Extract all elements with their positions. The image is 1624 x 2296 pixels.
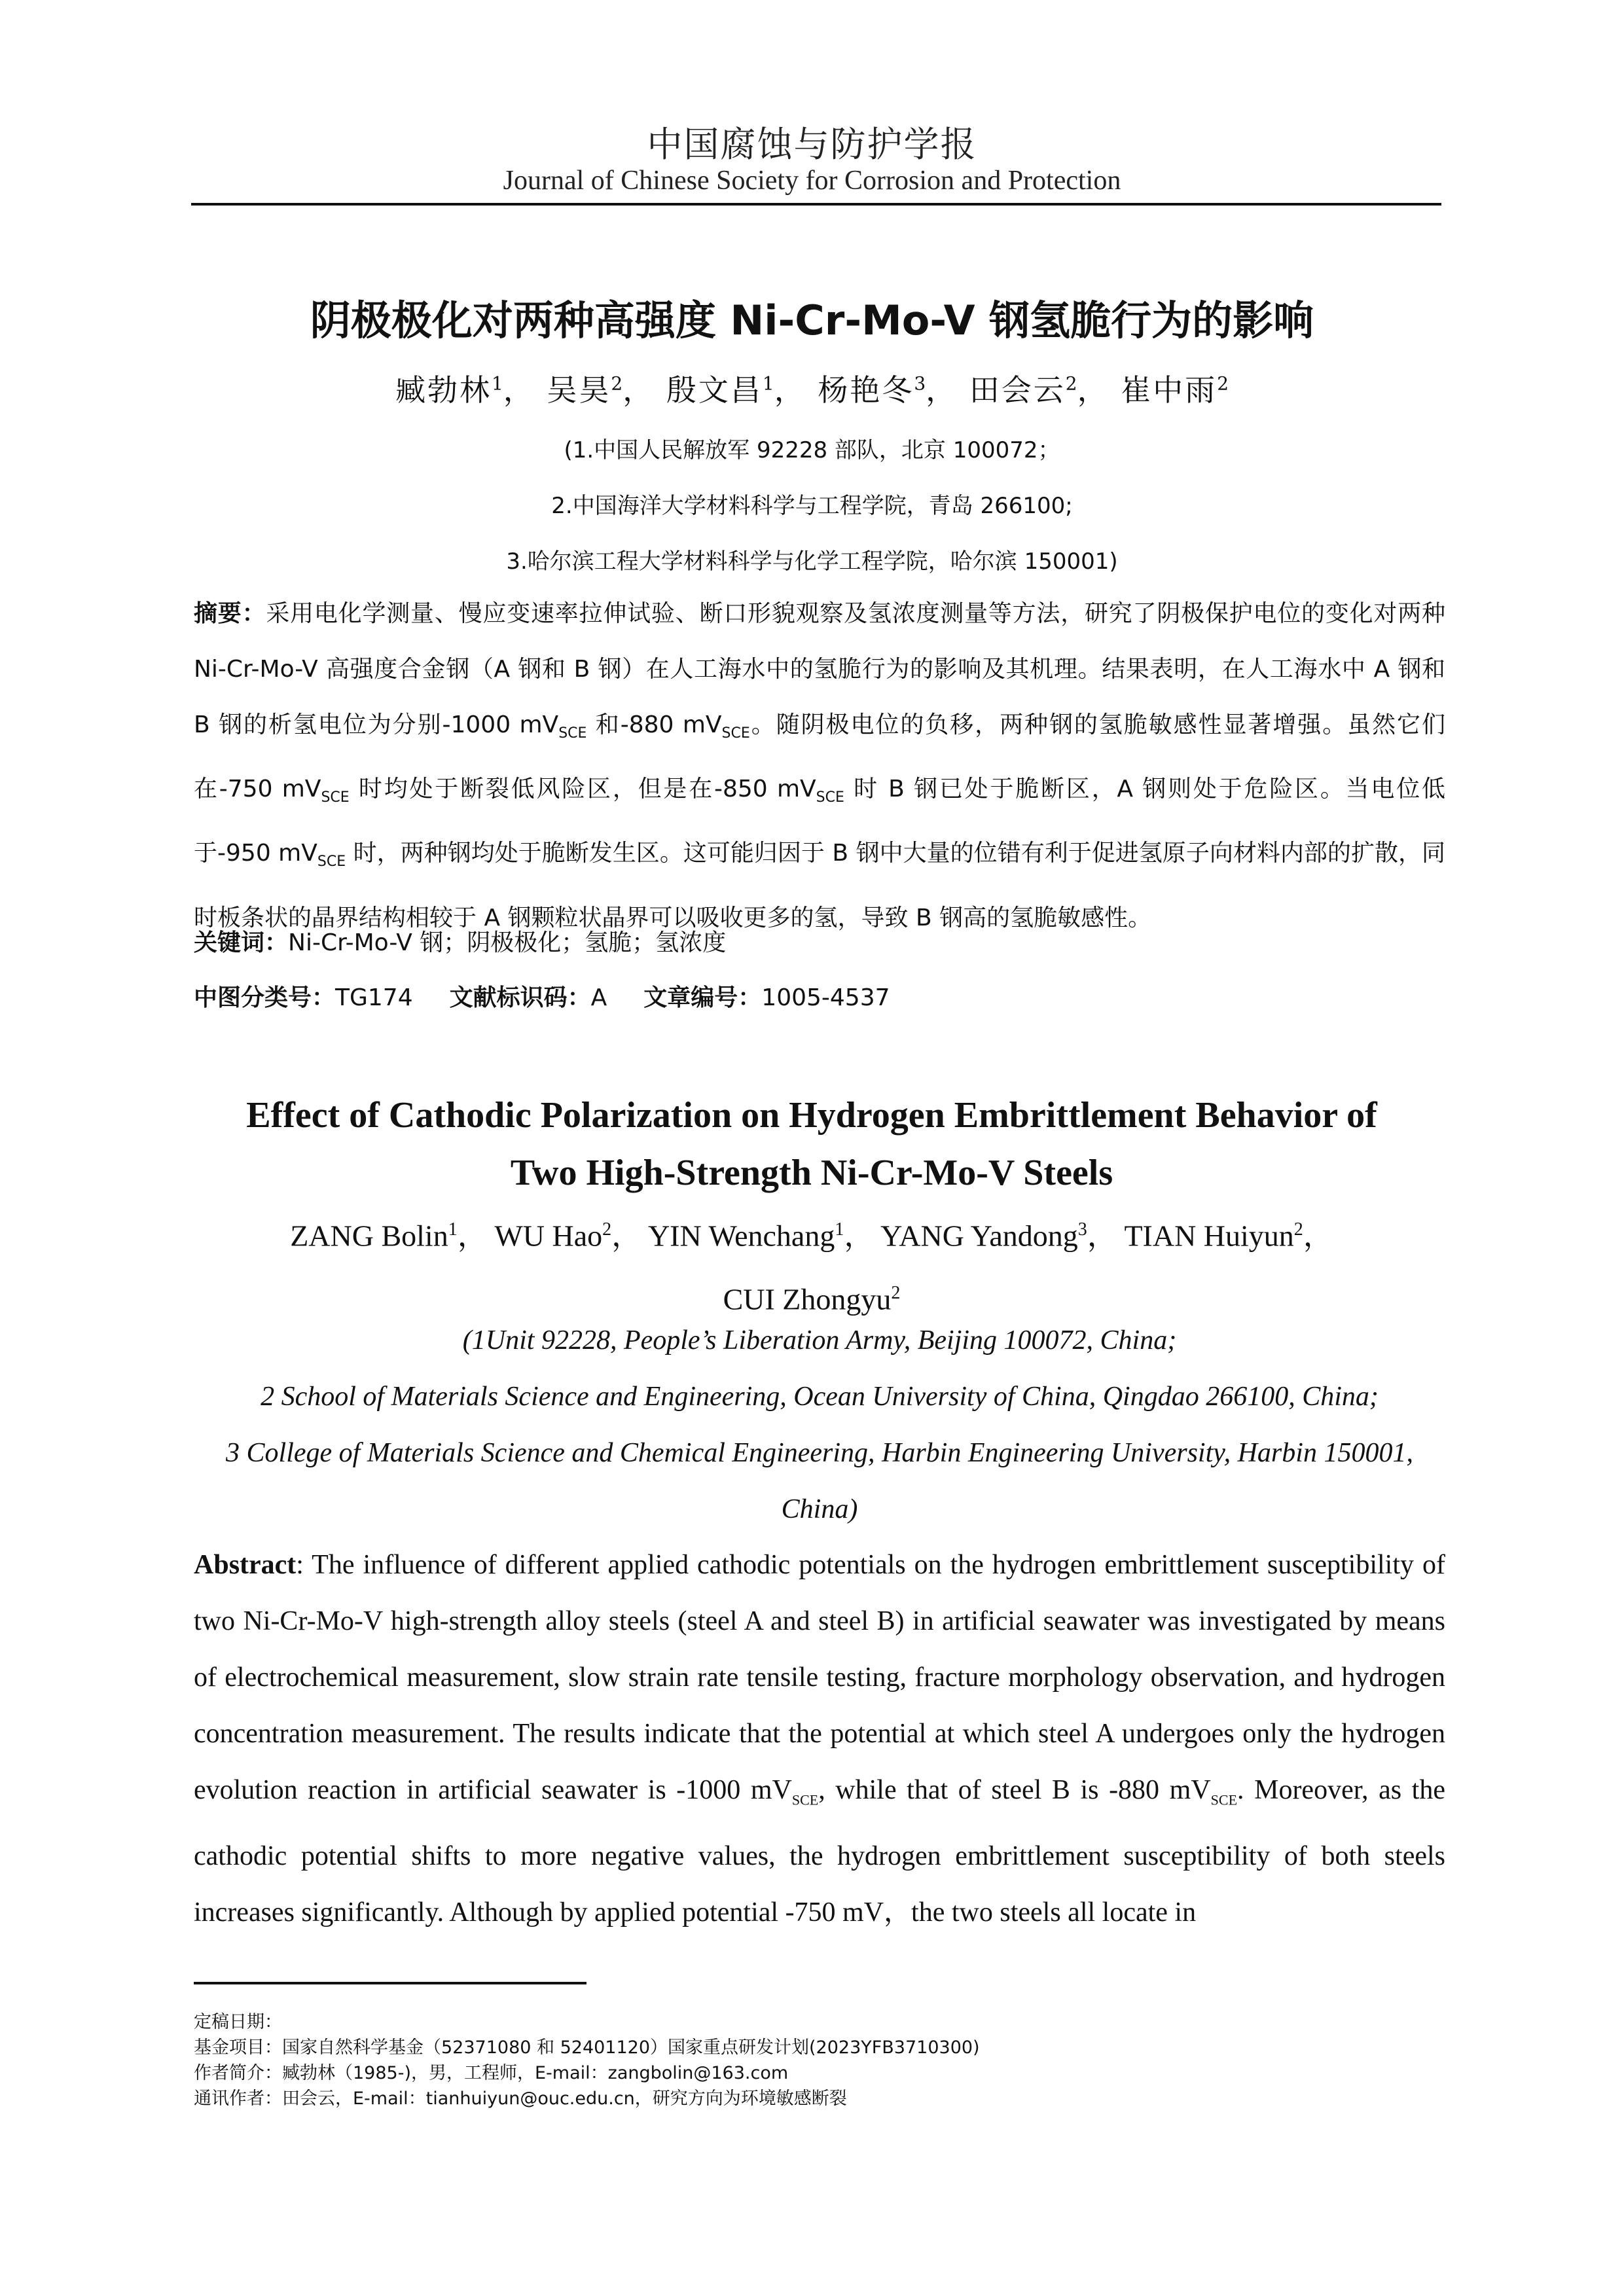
affiliation-en-3: 3 College of Materials Science and Chemical Engineering, Harbin Engineering University, Harbin 150001, China)	[226, 1438, 1413, 1524]
abstract-text: 时均处于断裂低风险区，但是在-850 mV	[349, 776, 816, 803]
abstract-text: : The influence of different applied cathodic potentials on the hydrogen embrittlement susceptibility of two Ni-Cr-Mo-V high-strength alloy steels (steel A and steel B) in artificial seawater was investigated by means of electrochemical measurement, slow strain rate tensile testing, fracture morphology observation, and hydrogen concentration measurement. The results indicate that the potential at which steel A undergoes only the hydrogen evolution reaction in artificial seawater is -1000 mV	[194, 1550, 1445, 1805]
affiliation-cn-1: (1.中国人民解放军 92228 部队，北京 100072；	[564, 437, 1060, 463]
affiliations-en	[194, 1312, 1445, 1537]
footnote-funding: 基金项目：国家自然科学基金（52371080 和 52401120）国家重点研发计划(2023YFB3710300)	[194, 2037, 980, 2058]
author-affiliation-mark: 1	[835, 1219, 844, 1240]
subscript-sce: SCE	[816, 789, 844, 806]
subscript-sce: SCE	[1210, 1791, 1238, 1808]
author-separator: ，	[774, 372, 806, 408]
author-separator: ，	[1077, 372, 1110, 408]
author-affiliation-mark: 2	[1293, 1219, 1303, 1240]
subscript-sce: SCE	[321, 789, 350, 806]
author-name: 杨艳冬	[818, 372, 914, 408]
subscript-sce: SCE	[558, 725, 587, 742]
affiliation-en-2: 2 School of Materials Science and Engineering, Ocean University of China, Qingdao 266100, China;	[261, 1382, 1379, 1412]
author-affiliation-mark: 3	[1077, 1219, 1087, 1240]
abstract-cn	[194, 586, 1445, 946]
footnote-received-date: 定稿日期：	[194, 2012, 282, 2032]
author-affiliation-mark: 1	[448, 1219, 458, 1240]
author-separator: ，	[611, 1219, 642, 1253]
author-name: ZANG Bolin	[290, 1219, 448, 1253]
author-affiliation-mark: 2	[891, 1283, 901, 1304]
author-separator: ，	[844, 1219, 875, 1253]
class-number-label: 中图分类号：	[194, 984, 336, 1011]
abstract-text: 。随阴极电位的负移，两种钢的氢脆敏感性显著增强。虽然它们在-750 mV	[194, 711, 1445, 803]
author-affiliation-mark: 1	[491, 372, 503, 395]
abstract-text: 时，两种钢均处于脆断发生区。这可能归因于 B 钢中大量的位错有利于促进氢原子向材料内部的扩散，同时板条状的晶界结构相较于 A 钢颗粒状晶界可以吸收更多的氢，导致 B 钢高的氢脆敏感性。	[194, 840, 1446, 931]
abstract-text: , while that of steel B is -880 mV	[818, 1775, 1211, 1805]
document-code-value: A	[590, 984, 607, 1011]
footnote-corresponding-author: 通讯作者：田会云，E-mail：tianhuiyun@ouc.edu.cn，研究方向为环境敏感断裂	[194, 2089, 847, 2109]
author-name: 崔中雨	[1121, 372, 1218, 408]
header-divider	[191, 203, 1441, 206]
author-name: WU Hao	[494, 1219, 603, 1253]
author-name: YANG Yandong	[880, 1219, 1078, 1253]
paper-title-en	[196, 1086, 1427, 1202]
author-name: CUI Zhongyu	[723, 1282, 892, 1316]
footnote-author-intro: 作者简介：臧勃林（1985-)，男，工程师，E-mail：zangbolin@163.com	[194, 2063, 789, 2083]
author-list-cn	[0, 367, 1624, 410]
subscript-sce: SCE	[317, 853, 346, 870]
author-separator: ，	[623, 372, 655, 408]
author-affiliation-mark: 2	[602, 1219, 612, 1240]
journal-name-en: Journal of Chinese Society for Corrosion and Protection	[503, 166, 1121, 196]
title-line: Two High-Strength Ni-Cr-Mo-V Steels	[510, 1153, 1113, 1193]
author-affiliation-mark: 2	[1065, 372, 1077, 395]
keywords-cn	[194, 924, 726, 958]
footnote-divider	[194, 1982, 586, 1984]
document-code-label: 文献标识码：	[449, 984, 591, 1011]
author-name: 殷文昌	[666, 372, 763, 408]
article-number-label: 文章编号：	[643, 984, 762, 1011]
class-number-value: TG174	[335, 984, 413, 1011]
keywords-label: 关键词：	[194, 929, 289, 956]
author-separator: ，	[926, 372, 958, 408]
abstract-text: 时 B 钢已处于脆断区，A 钢则处于危险区。当电位低于-950 mV	[194, 776, 1445, 867]
abstract-en	[194, 1537, 1445, 1941]
abstract-text: 和-880 mV	[586, 711, 722, 738]
author-affiliation-mark: 2	[611, 372, 623, 395]
author-separator: ，	[1087, 1219, 1117, 1253]
journal-name-cn: 中国腐蚀与防护学报	[647, 124, 977, 165]
abstract-label-en: Abstract	[194, 1550, 297, 1580]
author-affiliation-mark: 3	[914, 372, 926, 395]
footnotes	[194, 2009, 1437, 2111]
affiliation-en-1: (1Unit 92228, People’s Liberation Army, Beijing 100072, China;	[462, 1325, 1177, 1355]
author-name: 田会云	[969, 372, 1066, 408]
author-list-en	[196, 1201, 1427, 1329]
classification-row	[194, 979, 890, 1013]
author-separator: ，	[1303, 1219, 1333, 1253]
author-separator: ，	[457, 1219, 488, 1253]
abstract-label-cn: 摘要：	[194, 600, 266, 627]
affiliation-cn-2: 2.中国海洋大学材料科学与工程学院，青岛 266100;	[551, 493, 1073, 519]
title-line: Effect of Cathodic Polarization on Hydrogen Embrittlement Behavior of	[246, 1095, 1377, 1136]
author-name: YIN Wenchang	[647, 1219, 835, 1253]
abstract-text: 采用电化学测量、慢应变速率拉伸试验、断口形貌观察及氢浓度测量等方法，研究了阴极保护电位的变化对两种 Ni-Cr-Mo-V 高强度合金钢（A 钢和 B 钢）在人工海水中的氢脆行为的影响及其机理。结果表明，在人工海水中 A 钢和 B 钢的析氢电位为分别-1000 mV	[194, 600, 1445, 738]
author-name: 臧勃林	[395, 372, 492, 408]
keywords-text: Ni-Cr-Mo-V 钢；阴极极化；氢脆；氢浓度	[288, 929, 727, 956]
author-name: TIAN Huiyun	[1124, 1219, 1294, 1253]
subscript-sce: SCE	[791, 1791, 819, 1808]
article-number-value: 1005-4537	[761, 984, 890, 1011]
subscript-sce: SCE	[721, 725, 750, 742]
paper-title-cn: 阴极极化对两种高强度 Ni-Cr-Mo-V 钢氢脆行为的影响	[310, 296, 1314, 344]
author-affiliation-mark: 2	[1217, 372, 1229, 395]
abstract-text: . Moreover, as the cathodic potential shifts to more negative values, the hydrogen embrittlement susceptibility of both steels increases significantly. Although by applied potential -750 mV，the two steels all locate in	[194, 1775, 1445, 1928]
author-affiliation-mark: 1	[762, 372, 774, 395]
author-name: 吴昊	[547, 372, 611, 408]
author-separator: ，	[503, 372, 535, 408]
affiliation-cn-3: 3.哈尔滨工程大学材料科学与化学工程学院，哈尔滨 150001)	[506, 548, 1118, 575]
